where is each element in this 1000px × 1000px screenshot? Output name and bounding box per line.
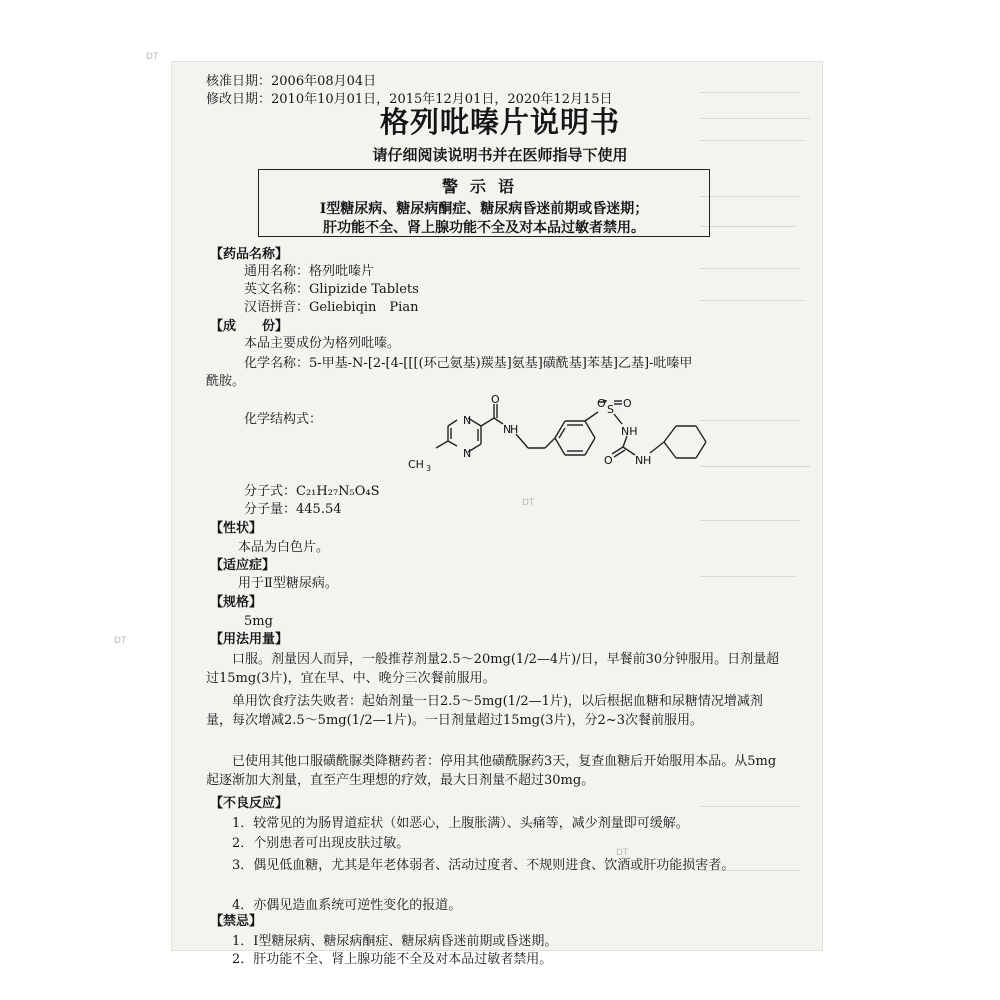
formula-label: 分子式：: [244, 484, 297, 499]
atom-o: O: [597, 397, 606, 410]
contraindication-item: 1．Ⅰ型糖尿病、糖尿病酮症、糖尿病昏迷前期或昏迷期。: [232, 934, 558, 949]
warning-box: [258, 169, 710, 237]
atom-h: H: [510, 423, 519, 436]
chemical-name: 化学名称：5-甲基-N-[2-[4-[[[(环己氨基)羰基]氨基]磺酰基]苯基]乙基]-吡嗪甲: [244, 356, 693, 371]
atom-o: O: [623, 397, 632, 410]
formula-value: C₂₁H₂₇N₅O₄S: [296, 484, 380, 499]
section-heading-adverse-reactions: 【不良反应】: [210, 796, 289, 811]
section-heading-drug-name: 【药品名称】: [210, 247, 289, 262]
dosage-paragraph-3: 已使用其他口服磺酰脲类降糖药者：停用其他磺酰脲药3天，复查血糖后开始服用本品。从5mg起逐渐加大剂量，直至产生理想的疗效，最大日剂量不超过30mg。: [206, 754, 777, 788]
section-heading-composition: 【成 份】: [210, 319, 289, 334]
watermark: DT: [522, 498, 535, 508]
structure-label: 化学结构式：: [244, 412, 323, 427]
indications-text: 用于Ⅱ型糖尿病。: [238, 576, 338, 591]
pinyin-name: 汉语拼音：Geliebiqin Pian: [244, 300, 419, 315]
atom-n: N: [503, 423, 512, 436]
watermark: DT: [146, 52, 159, 62]
revision-date: 修改日期：2010年10月01日，2015年12月01日，2020年12月15日: [206, 92, 613, 107]
atom-n: N: [463, 447, 472, 460]
section-heading-description: 【性状】: [210, 521, 263, 536]
atom-h: H: [643, 454, 652, 467]
section-heading-contraindications: 【禁忌】: [210, 914, 263, 929]
atom-o: O: [491, 393, 500, 406]
dosage-paragraph-1: 口服。剂量因人而异，一般推荐剂量2.5～20mg(1/2—4片)/日，早餐前30分钟服用。日剂量超过15mg(3片)，宜在早、中、晚分三次餐前服用。: [206, 652, 780, 686]
contraindication-item: 2．肝功能不全、肾上腺功能不全及对本品过敏者禁用。: [232, 952, 553, 967]
warning-line-2: 肝功能不全、肾上腺功能不全及对本品过敏者禁用。: [323, 220, 645, 236]
molecular-weight: 分子量：445.54: [244, 502, 342, 517]
atom-n: N: [635, 454, 644, 467]
molecular-formula: [244, 484, 380, 500]
atom-n: N: [463, 414, 472, 427]
atom-ch3-subscript: 3: [426, 464, 432, 473]
atom-s: S: [607, 403, 614, 416]
adverse-item: 1．较常见的为肠胃道症状（如恶心，上腹胀满）、头痛等，减少剂量即可缓解。: [232, 816, 689, 831]
dosage-paragraph-2: 单用饮食疗法失败者：起始剂量一日2.5～5mg(1/2—1片)，以后根据血糖和尿糖情况增减剂量，每次增减2.5～5mg(1/2—1片)。一日剂量超过15mg(3片)，分2~3次餐前服用。: [206, 694, 763, 728]
english-name: 英文名称：Glipizide Tablets: [244, 282, 419, 297]
section-heading-indications: 【适应症】: [210, 558, 276, 573]
generic-name: 通用名称：格列吡嗪片: [244, 264, 375, 279]
warning-line-1: Ⅰ型糖尿病、糖尿病酮症、糖尿病昏迷前期或昏迷期；: [319, 201, 649, 217]
atom-o: O: [604, 454, 613, 467]
section-heading-specification: 【规格】: [210, 595, 263, 610]
specification-text: 5mg: [244, 614, 273, 629]
description-text: 本品为白色片。: [238, 540, 330, 555]
atom-nh: NH: [621, 425, 638, 438]
adverse-item: 2．个别患者可出现皮肤过敏。: [232, 836, 410, 851]
approval-date: 核准日期：2006年08月04日: [206, 74, 377, 89]
atom-ch3: CH: [408, 458, 424, 471]
watermark: DT: [616, 848, 629, 858]
watermark: DT: [114, 636, 127, 646]
document-subtitle: 请仔细阅读说明书并在医师指导下使用: [372, 146, 628, 164]
chemical-structure: [400, 392, 740, 478]
warning-title: 警示语: [441, 177, 526, 196]
main-ingredient: 本品主要成份为格列吡嗪。: [244, 336, 401, 351]
document-title: 格列吡嗪片说明书: [379, 105, 620, 139]
chemical-name-cont: 酰胺。: [206, 374, 246, 389]
adverse-item: 4．亦偶见造血系统可逆性变化的报道。: [232, 898, 462, 913]
section-heading-dosage: 【用法用量】: [210, 632, 289, 647]
adverse-item: 3．偶见低血糖，尤其是年老体弱者、活动过度者、不规则进食、饮酒或肝功能损害者。: [232, 858, 735, 873]
